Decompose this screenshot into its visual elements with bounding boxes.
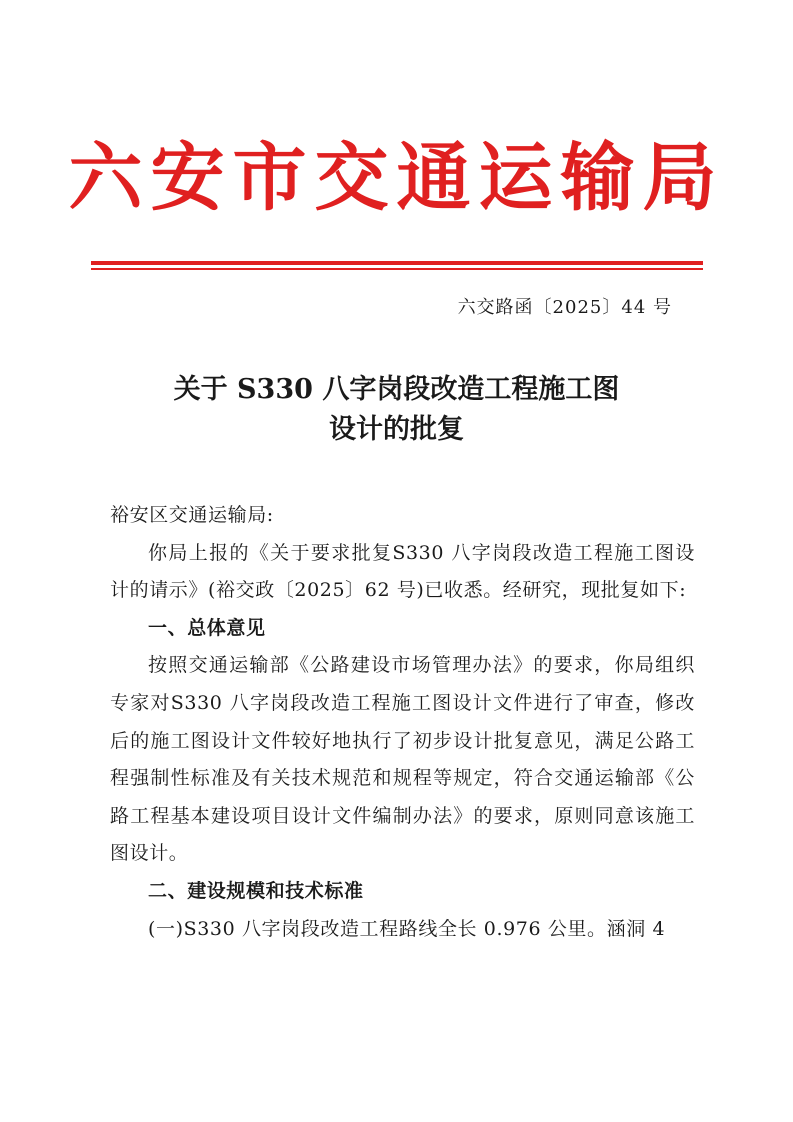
paragraph-scale: (一)S330 八字岗段改造工程路线全长 0.976 公里。涵洞 4 [148, 917, 666, 940]
document-body [110, 497, 695, 948]
section-heading-2: 二、建设规模和技术标准 [148, 879, 364, 902]
document-title-line-2: 设计的批复 [329, 414, 464, 445]
paragraph-intro: 你局上报的《关于要求批复S330 八字岗段改造工程施工图设计的请示》(裕交政〔2025〕62 号)已收悉。经研究，现批复如下: [110, 541, 695, 602]
letterhead-red-rule-thick [91, 261, 703, 265]
letterhead-red-rule-thin [91, 268, 703, 270]
document-title-line-1: 关于 S330 八字岗段改造工程施工图 [173, 374, 620, 405]
section-heading-1: 一、总体意见 [148, 616, 266, 639]
salutation: 裕安区交通运输局: [110, 504, 274, 526]
document-title [0, 370, 793, 450]
document-number: 六交路函〔2025〕44 号 [457, 297, 672, 318]
paragraph-overall-opinion: 按照交通运输部《公路建设市场管理办法》的要求，你局组织专家对S330 八字岗段改造工程施工图设计文件进行了审查，修改后的施工图设计文件较好地执行了初步设计批复意见，满足公路工程强制性标准及有关技术规范和规程等规定，符合交通运输部《公路工程基本建设项目设计文件编制办法》的要求，原则同意该施工图设计。 [110, 654, 695, 865]
letterhead-title: 六安市交通运输局 [68, 135, 725, 221]
